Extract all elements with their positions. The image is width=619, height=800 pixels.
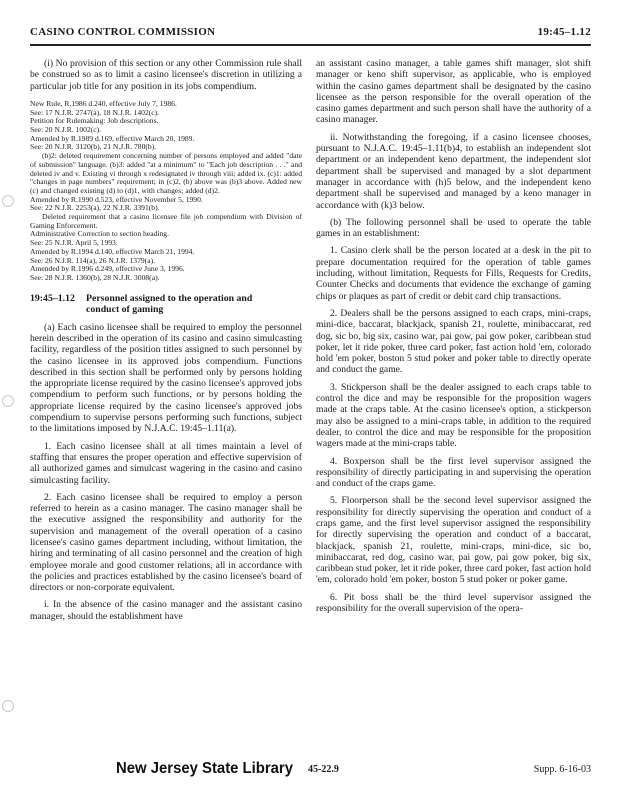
paragraph-1: 1. Each casino licensee shall at all times maintain a level of staffing that ensures the proper operation and effective supervision of all authorized games and simulcast wagering in the casino and casino simulcasting facility. (30, 440, 302, 486)
page-number: 45-22.9 (308, 764, 339, 775)
history-note: Deleted requirement that a casino licensee file job compendium with Division of Gaming Enforcement. (30, 212, 302, 230)
punch-hole (2, 395, 14, 407)
paragraph-b-6: 6. Pit boss shall be the third level supervisor assigned the responsibility for the overall supervision of the opera- (316, 591, 591, 615)
section-heading (30, 293, 302, 316)
left-column (30, 58, 302, 628)
history-notes (30, 100, 302, 283)
section-number: 19:45–1.12 (30, 292, 75, 304)
punch-hole (2, 700, 14, 712)
history-line: See: 17 N.J.R. 2747(a), 18 N.J.R. 1402(c). (30, 107, 160, 117)
punch-hole (2, 195, 14, 207)
history-line: See: 25 N.J.R. April 5, 1993. (30, 238, 118, 248)
paragraph-2-i: i. In the absence of the casino manager and the assistant casino manager, should the establishment have (30, 599, 302, 622)
section-title-line-2: conduct of gaming (86, 304, 164, 316)
history-line: See: 26 N.J.R. 114(a), 26 N.J.R. 1379(a). (30, 255, 156, 265)
history-line: Administrative Correction to section heading. (30, 229, 169, 239)
history-line: See: 22 N.J.R. 2253(a), 22 N.J.R. 3391(b). (30, 203, 160, 213)
paragraph-a: (a) Each casino licensee shall be required to employ the personnel herein described in the operation of its casino and casino simulcasting facility, regardless of the position titles assigned to such personnel by the casino licensee in its approved jobs compendium. Functions described in this section shall be performed only by persons holding the appropriate license required by the casino licensee's approved jobs compendium to perform such functions, or by persons holding the appropriate license required by the casino licensee's approved jobs compendium to supervise persons performing such functions, subject to the limitations imposed by N.J.A.C. 19:45–1.11(a). (30, 321, 302, 435)
history-line: Amended by R.1994 d.140, effective March 21, 1994. (30, 246, 195, 256)
history-line: Petition for Rulemaking: Job descriptions. (30, 116, 159, 126)
paragraph-2: 2. Each casino licensee shall be required to employ a person referred to herein as a casino manager. The casino manager shall be the executive assigned the responsibility and authority for the supervision and management of the overall operation of a casino licensee's casino games department including, without limitation, the hiring and terminating of all casino personnel and the creation of high employee morale and good customer relations, all in accordance with the policies and practices established by the casino licensee's board of directors or non-corporate equivalent. (30, 491, 302, 594)
page-footer (30, 760, 591, 784)
library-stamp: New Jersey State Library (116, 760, 294, 777)
paragraph-i: (i) No provision of this section or any other Commission rule shall be construed so as to limit a casino licensee's discretion in utilizing a particular job title for any position in its jobs compendium. (30, 58, 302, 92)
right-column (316, 58, 591, 620)
paragraph-ii: ii. Notwithstanding the foregoing, if a casino licensee chooses, pursuant to N.J.A.C. 19:45–1.11(b)4, to establish an independent slot department or an independent keno department, the independent slot department shall be supervised and managed by a slot department manager in accordance with (h)5 below, and the independent keno department shall be supervised and managed by a keno manager in accordance with (k)3 below. (316, 131, 591, 211)
paragraph-b-3: 3. Stickperson shall be the dealer assigned to each craps table to control the dice and may be responsible for the proposition wagers made at the craps table. At the casino licensee's option, a stickperson may also be assigned to a mini-craps table, in addition to the required dealer, to control the dice and may be responsible for the proposition wagers made at the mini-craps table. (316, 381, 591, 450)
paragraph-b-5: 5. Floorperson shall be the second level supervisor assigned the responsibility for directly supervising the operation and conduct of a craps game, and the first level supervisor assigned the responsibility for directly supervising the operation and conduct of a baccarat, blackjack, spanish 21, roulette, mini-craps, mini-dice, sic bo, minibaccarat, red dog, casino war, pai gow, pai gow poker, big six, caribbean stud poker, let it ride poker, three card poker, fast action hold 'em, colorado hold 'em poker, boston 5 stud poker or poker game. (316, 495, 591, 586)
section-title-line-1: Personnel assigned to the operation and (86, 292, 253, 304)
paragraph-b-2: 2. Dealers shall be the persons assigned to each craps, mini-craps, mini-dice, baccarat, blackjack, spanish 21, roulette, minibaccarat, red dog, sic bo, big six, casino war, pai gow, pai gow poker, caribbean stud poker, let it ride poker, three card poker, fast action hold 'em, colorado hold 'em poker, boston 5 stud poker and poker table to directly operate and conduct the game. (316, 307, 591, 376)
page-header (30, 24, 591, 46)
paragraph-continued: an assistant casino manager, a table games shift manager, slot shift manager or keno shift supervisor, as applicable, who is employed within the casino games department shall be designated by the casino licensee as the person responsible for the overall operation of the casino games department and such person shall have the authority of a casino manager. (316, 58, 591, 126)
history-line: Amended by R.1990 d.523, effective November 5, 1990. (30, 194, 203, 204)
paragraph-b: (b) The following personnel shall be used to operate the table games in an establishment: (316, 216, 591, 240)
history-line: See: 20 N.J.R. 1002(c). (30, 125, 102, 134)
paragraph-b-4: 4. Boxperson shall be the first level supervisor assigned the responsibility of directly participating in and supervising the operation and conduct of the craps game. (316, 455, 591, 490)
history-line: Amended by R.1996 d.249, effective June 3, 1996. (30, 264, 185, 274)
supplement-date: Supp. 6-16-03 (533, 764, 591, 775)
header-section-number: 19:45–1.12 (537, 26, 591, 38)
history-line: See: 28 N.J.R. 1360(b), 28 N.J.R. 3008(a). (30, 272, 160, 282)
history-line: New Rule, R.1986 d.240, effective July 7, 1986. (30, 98, 177, 108)
header-title: CASINO CONTROL COMMISSION (30, 26, 216, 38)
paragraph-b-1: 1. Casino clerk shall be the person located at a desk in the pit to prepare documentation required for the operation of table games including, without limitation, Requests for Fills, Requests for Credits, Counter Checks and documents that evidence the exchange of gaming chips or plaques as part of credit or debit card chip transactions. (316, 245, 591, 302)
history-line: Amended by R.1989 d.169, effective March 20, 1989. (30, 133, 195, 143)
history-line: See: 20 N.J.R. 3120(b), 21 N.J.R. 780(b). (30, 142, 157, 152)
history-note: (b)2: deleted requirement concerning number of persons employed and added "date of submission" language. (b)3: added "at a minimum" to "Each job description . . ." and deleted iv and v. Existing vi through x redesignated iv through viii; added ix. (c)1: added "changes in page numbers" requirement; in (c)2, (b) above was (b)3 above. Added new (c) and changed existing (d) to (d)1, with changes; added (d)2. (30, 151, 302, 195)
